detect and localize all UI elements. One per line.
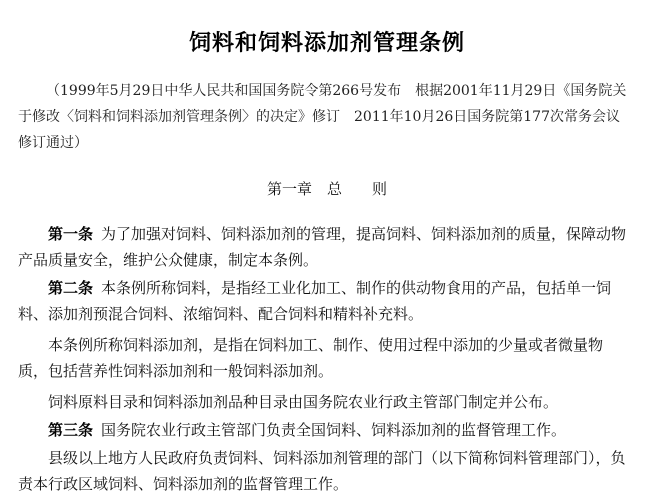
article-3-label: 第三条 xyxy=(48,421,94,439)
article-1-text: 为了加强对饲料、饲料添加剂的管理，提高饲料、饲料添加剂的质量，保障动物产品质量安全，维护公众健康，制定本条例。 xyxy=(18,225,627,269)
additive-definition-text: 本条例所称饲料添加剂，是指在饲料加工、制作、使用过程中添加的少量或者微量物质，包括营养性饲料添加剂和一般饲料添加剂。 xyxy=(18,336,604,380)
document-title: 饲料和饲料添加剂管理条例 xyxy=(188,31,465,56)
article-3-paragraph xyxy=(18,417,632,443)
document-subtitle: （1999年5月29日中华人民共和国国务院令第266号发布 根据2001年11月29日《国务院关于修改〈饲料和饲料添加剂管理条例〉的决定》修订 2011年10月26日国务院第177次常务会议修订通过） xyxy=(18,83,627,151)
chapter-heading: 第一章 总 则 xyxy=(266,180,387,198)
article-2-label: 第二条 xyxy=(48,279,94,297)
local-administration-text: 县级以上地方人民政府负责饲料、饲料添加剂管理的部门（以下简称饲料管理部门），负责本行政区域饲料、饲料添加剂的监督管理工作。 xyxy=(18,449,626,493)
article-2-text: 本条例所称饲料，是指经工业化加工、制作的供动物食用的产品，包括单一饲料、添加剂预混合饲料、浓缩饲料、配合饲料和精料补充料。 xyxy=(18,279,612,323)
catalog-paragraph xyxy=(18,389,632,415)
catalog-text: 饲料原料目录和饲料添加剂品种目录由国务院农业行政主管部门制定并公布。 xyxy=(48,393,559,411)
article-2-additive-paragraph xyxy=(18,332,632,384)
article-3-text: 国务院农业行政主管部门负责全国饲料、饲料添加剂的监督管理工作。 xyxy=(101,421,567,439)
article-1-paragraph xyxy=(18,221,632,273)
local-administration-paragraph xyxy=(18,445,632,497)
article-1-label: 第一条 xyxy=(48,225,94,243)
article-2-paragraph xyxy=(18,275,632,327)
